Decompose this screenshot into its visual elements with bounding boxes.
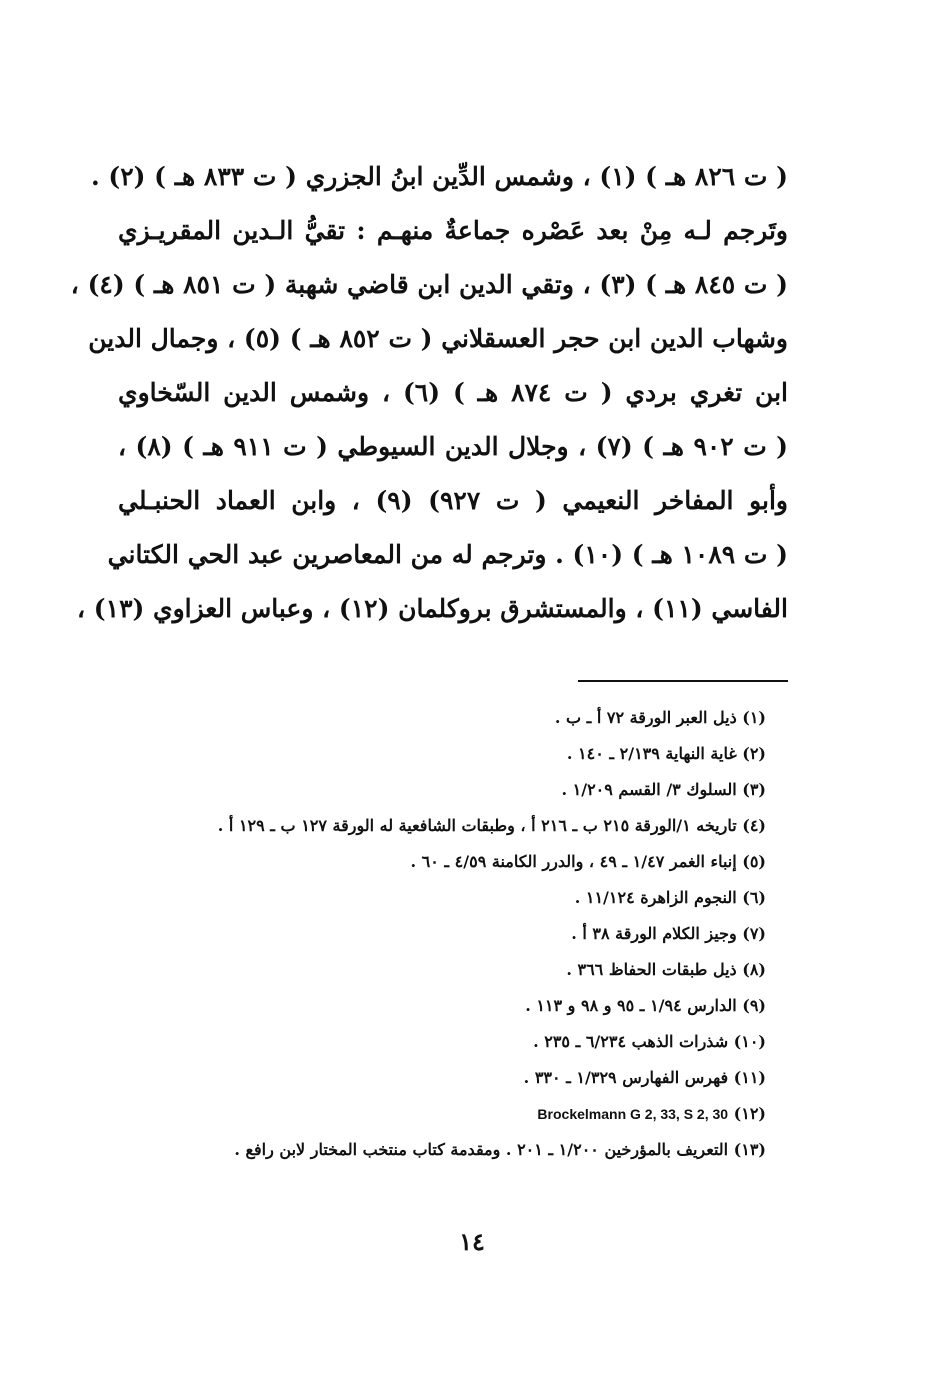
footnote-5: (٥) إنباء الغمر ١/٤٧ ـ ٤٩ ، والدرر الكامنة ٤/٥٩ ـ ٦٠ . — [410, 852, 766, 871]
footnote-3: (٣) السلوك ٣/ القسم ١/٢٠٩ . — [561, 780, 766, 799]
body-line-7: وأبو المفاخر النعيمي ( ت ٩٢٧) (٩) ، وابن العماد الحنبـلي — [118, 486, 788, 515]
body-line-4: وشهاب الدين ابن حجر العسقلاني ( ت ٨٥٢ هـ ) (٥) ، وجمال الدين — [88, 324, 788, 353]
footnote-13: (١٣) التعريف بالمؤرخين ١/٢٠٠ ـ ٢٠١ . ومقدمة كتاب منتخب المختار لابن رافع . — [234, 1140, 766, 1159]
body-line-1: ( ت ٨٢٦ هـ ) (١) ، وشمس الدِّين ابنُ الجزري ( ت ٨٣٣ هـ ) (٢) . — [90, 162, 788, 191]
footnote-9: (٩) الدارس ١/٩٤ ـ ٩٥ و ٩٨ و ١١٣ . — [525, 996, 766, 1015]
footnote-4: (٤) تاريخه ١/الورقة ٢١٥ ب ـ ٢١٦ أ ، وطبقات الشافعية له الورقة ١٢٧ ب ـ ١٢٩ أ . — [217, 816, 766, 835]
footnote-12-citation: Brockelmann G 2, 33, S 2, 30 — [537, 1106, 729, 1122]
footnote-12 — [118, 1096, 788, 1132]
body-text — [70, 150, 789, 636]
page-number: ١٤ — [459, 1227, 485, 1256]
footnote-separator — [578, 680, 788, 682]
body-line-6: ( ت ٩٠٢ هـ ) (٧) ، وجلال الدين السيوطي ( ت ٩١١ هـ ) (٨) ، — [118, 432, 789, 461]
footnote-11: (١١) فهرس الفهارس ١/٣٢٩ ـ ٣٣٠ . — [523, 1068, 766, 1087]
footnote-1: (١) ذيل العبر الورقة ٧٢ أ ـ ب . — [554, 708, 766, 727]
body-line-3: ( ت ٨٤٥ هـ ) (٣) ، وتقي الدين ابن قاضي شهبة ( ت ٨٥١ هـ ) (٤) ، — [70, 270, 788, 299]
footnote-7: (٧) وجيز الكلام الورقة ٣٨ أ . — [571, 924, 766, 943]
footnote-8: (٨) ذيل طبقات الحفاظ ٣٦٦ . — [566, 960, 766, 979]
footnote-10: (١٠) شذرات الذهب ٦/٢٣٤ ـ ٢٣٥ . — [533, 1032, 766, 1051]
footnotes — [118, 700, 788, 1168]
body-line-8: ( ت ١٠٨٩ هـ ) (١٠) . وترجم له من المعاصرين عبد الحي الكتاني — [107, 540, 788, 569]
body-line-9: الفاسي (١١) ، والمستشرق بروكلمان (١٢) ، وعباس العزاوي (١٣) ، — [77, 594, 788, 623]
footnote-2: (٢) غاية النهاية ٢/١٣٩ ـ ١٤٠ . — [566, 744, 766, 763]
body-line-5: ابن تغري بردي ( ت ٨٧٤ هـ ) (٦) ، وشمس الدين السّخاوي — [118, 378, 788, 407]
body-line-2: وتَرجم لـه مِنْ بعد عَصْره جماعةٌ منهـم : تقيُّ الـدين المقريـزي — [118, 216, 788, 245]
footnote-6: (٦) النجوم الزاهرة ١١/١٢٤ . — [574, 888, 766, 907]
footnote-12-number: (١٢) — [733, 1104, 766, 1123]
